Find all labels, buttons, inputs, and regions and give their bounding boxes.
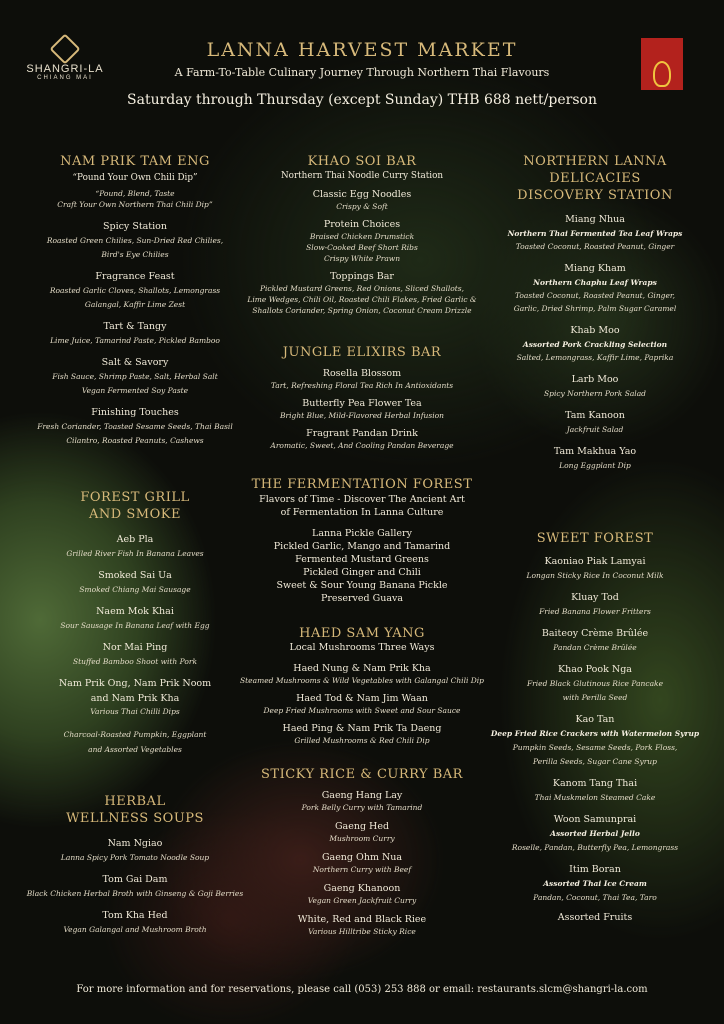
item-desc: Pumpkin Seeds, Sesame Seeds, Pork Floss, bbox=[512, 743, 678, 752]
menu-item bbox=[465, 911, 724, 924]
item-subtitle: Northern Thai Fermented Tea Leaf Wraps bbox=[507, 229, 683, 238]
item-desc: Fried Black Glutinous Rice Pancake bbox=[526, 679, 664, 688]
item-name: Kao Tan bbox=[575, 714, 615, 725]
item-desc: Lanna Spicy Pork Tomato Noodle Soup bbox=[60, 853, 210, 862]
forest-grill-section bbox=[10, 489, 260, 755]
menu-item bbox=[475, 445, 715, 471]
logo-brand: SHANGRI-LA bbox=[26, 63, 104, 75]
item-name: Tom Kha Hed bbox=[102, 910, 168, 921]
menu-item bbox=[475, 324, 715, 363]
item-desc: Longan Sticky Rice In Coconut Milk bbox=[526, 571, 664, 580]
item-desc: Aromatic, Sweet, And Cooling Pandan Beverage bbox=[270, 441, 454, 450]
menu-item bbox=[465, 777, 724, 803]
section-title: NORTHERN LANNA bbox=[523, 154, 667, 169]
logo-city: CHIANG MAI bbox=[37, 75, 93, 81]
item-name: Tom Gai Dam bbox=[102, 874, 168, 885]
item-desc: Deep Fried Mushrooms with Sweet and Sour Sauce bbox=[263, 706, 461, 715]
item-desc: Slow-Cooked Beef Short Ribs bbox=[306, 243, 418, 252]
sweet-forest-section bbox=[465, 530, 724, 924]
section-title: SWEET FOREST bbox=[536, 531, 654, 546]
item-desc: Toasted Coconut, Roasted Peanut, Ginger, bbox=[514, 291, 676, 300]
item-desc: Roasted Green Chilies, Sun-Dried Red Chilies, bbox=[46, 236, 224, 245]
item-name: Nam Prik Ong, Nam Prik Noom bbox=[58, 678, 212, 689]
fermentation-section bbox=[237, 476, 487, 605]
section-title: STICKY RICE & CURRY BAR bbox=[261, 767, 463, 782]
section-title: NAM PRIK TAM ENG bbox=[60, 154, 210, 169]
item-name: Toppings Bar bbox=[330, 271, 394, 282]
item-name: Khab Moo bbox=[570, 325, 620, 336]
item-name: Protein Choices bbox=[323, 219, 401, 230]
item-name: Classic Egg Noodles bbox=[312, 189, 412, 200]
menu-item bbox=[10, 677, 260, 717]
item-desc: Galangal, Kaffir Lime Zest bbox=[84, 300, 186, 309]
item-desc: Charcoal-Roasted Pumpkin, Eggplant bbox=[63, 730, 207, 739]
item-desc: Fish Sauce, Shrimp Paste, Salt, Herbal Salt bbox=[52, 372, 218, 381]
item-desc: Shallots Coriander, Spring Onion, Coconut Cream Drizzle bbox=[252, 306, 472, 315]
section-title: FOREST GRILL bbox=[80, 490, 190, 505]
menu-item bbox=[10, 729, 260, 755]
item-name: Tam Makhua Yao bbox=[553, 446, 637, 457]
item-desc: Bird's Eye Chilies bbox=[101, 250, 169, 259]
menu-item bbox=[237, 789, 487, 813]
item-name: Khao Pook Nga bbox=[558, 664, 632, 675]
list-item: Pickled Ginger and Chili bbox=[303, 567, 421, 578]
item-desc: Vegan Green Jackfruit Curry bbox=[307, 896, 417, 905]
item-name: Nor Mai Ping bbox=[102, 642, 168, 653]
item-name: Kluay Tod bbox=[571, 592, 619, 603]
item-desc: Lime Wedges, Chili Oil, Roasted Chili Flakes, Fried Garlic & bbox=[247, 295, 477, 304]
item-desc: Pandan Crème Brûlée bbox=[553, 643, 637, 652]
fermentation-list bbox=[237, 527, 487, 605]
item-name: Miang Kham bbox=[564, 263, 626, 274]
item-name: Gaeng Hed bbox=[334, 821, 390, 832]
herbal-soups-section bbox=[10, 793, 260, 935]
item-name: Baiteoy Crème Brûlée bbox=[541, 628, 649, 639]
list-item: Preserved Guava bbox=[320, 593, 404, 604]
list-item: Lanna Pickle Gallery bbox=[312, 528, 412, 539]
section-desc: Craft Your Own Northern Thai Chili Dip” bbox=[57, 200, 213, 209]
item-desc: Roasted Garlic Cloves, Shallots, Lemongrass bbox=[49, 286, 221, 295]
menu-item bbox=[237, 427, 487, 451]
section-title: HERBAL bbox=[104, 794, 166, 809]
item-name: Woon Samunprai bbox=[553, 814, 637, 825]
menu-item bbox=[10, 641, 260, 667]
menu-item bbox=[465, 863, 724, 903]
menu-item bbox=[10, 356, 260, 396]
menu-item bbox=[465, 555, 724, 581]
section-title: DELICACIES bbox=[549, 171, 641, 186]
item-name: Haed Ping & Nam Prik Ta Daeng bbox=[282, 723, 442, 734]
item-name: Tam Kanoon bbox=[565, 410, 625, 421]
item-name: Haed Nung & Nam Prik Kha bbox=[293, 663, 431, 674]
menu-item bbox=[475, 213, 715, 252]
section-subtitle: Local Mushrooms Three Ways bbox=[289, 642, 435, 653]
item-desc: Toasted Coconut, Roasted Peanut, Ginger bbox=[515, 242, 675, 251]
item-name: Tart & Tangy bbox=[103, 321, 167, 332]
item-desc: Jackfruit Salad bbox=[566, 425, 624, 434]
item-desc: Pork Belly Curry with Tamarind bbox=[301, 803, 423, 812]
menu-item bbox=[237, 662, 487, 686]
section-title: AND SMOKE bbox=[89, 507, 181, 522]
list-item: Fermented Mustard Greens bbox=[295, 554, 429, 565]
item-name: and Nam Prik Kha bbox=[90, 693, 180, 704]
footer-contact: For more information and for reservations, please call (053) 253 888 or email: restaurants.slcm@shangri-la.com bbox=[76, 984, 648, 995]
item-subtitle: Northern Chaphu Leaf Wraps bbox=[533, 278, 657, 287]
menu-item bbox=[10, 533, 260, 559]
item-desc: Vegan Galangal and Mushroom Broth bbox=[63, 925, 207, 934]
item-name: Haed Tod & Nam Jim Waan bbox=[296, 693, 428, 704]
menu-item bbox=[10, 320, 260, 346]
item-name: Itim Boran bbox=[569, 864, 621, 875]
item-desc: Fresh Coriander, Toasted Sesame Seeds, Thai Basil bbox=[37, 422, 233, 431]
item-desc: Pandan, Coconut, Thai Tea, Taro bbox=[533, 893, 657, 902]
item-name: Fragrant Pandan Drink bbox=[306, 428, 418, 439]
item-subtitle: Deep Fried Rice Crackers with Watermelon Syrup bbox=[490, 729, 700, 738]
nam-prik-section bbox=[10, 153, 260, 446]
menu-item bbox=[10, 837, 260, 863]
item-name: Larb Moo bbox=[571, 374, 619, 385]
menu-item bbox=[465, 627, 724, 653]
item-name: Gaeng Khanoon bbox=[323, 883, 401, 894]
menu-item bbox=[237, 851, 487, 875]
menu-item bbox=[475, 409, 715, 435]
item-desc: Crispy & Soft bbox=[336, 202, 388, 211]
item-desc: Braised Chicken Drumstick bbox=[309, 232, 415, 241]
section-title: WELLNESS SOUPS bbox=[66, 811, 204, 826]
item-desc: Vegan Fermented Soy Paste bbox=[81, 386, 189, 395]
item-name: Nam Ngiao bbox=[107, 838, 163, 849]
menu-item bbox=[237, 397, 487, 421]
item-desc: Grilled Mushrooms & Red Chili Dip bbox=[294, 736, 430, 745]
item-name: Smoked Sai Ua bbox=[98, 570, 172, 581]
menu-item bbox=[475, 262, 715, 314]
menu-item bbox=[237, 692, 487, 716]
item-subtitle: Assorted Herbal Jello bbox=[550, 829, 640, 838]
item-name: Kaoniao Piak Lamyai bbox=[544, 556, 646, 567]
jungle-elixirs-section bbox=[237, 344, 487, 451]
haed-sam-yang-section bbox=[237, 625, 487, 746]
menu-item bbox=[10, 569, 260, 595]
section-subtitle: “Pound Your Own Chili Dip” bbox=[72, 173, 198, 183]
item-desc: Various Thai Chilli Dips bbox=[90, 707, 180, 716]
list-item: Pickled Garlic, Mango and Tamarind bbox=[273, 541, 451, 552]
section-subtitle: Northern Thai Noodle Curry Station bbox=[280, 171, 444, 181]
menu-item bbox=[10, 220, 260, 260]
item-desc: Crispy White Prawn bbox=[323, 254, 401, 263]
section-title: THE FERMENTATION FOREST bbox=[251, 477, 473, 492]
list-item: Sweet & Sour Young Banana Pickle bbox=[276, 580, 448, 591]
item-desc: Steamed Mushrooms & Wild Vegetables with Galangal Chili Dip bbox=[240, 676, 484, 685]
item-name: Assorted Fruits bbox=[557, 912, 633, 923]
item-name: Rosella Blossom bbox=[322, 368, 402, 379]
menu-item bbox=[465, 813, 724, 853]
item-desc: Perilla Seeds, Sugar Cane Syrup bbox=[533, 757, 657, 766]
menu-item bbox=[465, 713, 724, 767]
item-desc: Cilantro, Roasted Peanuts, Cashews bbox=[66, 436, 204, 445]
item-desc: Spicy Northern Pork Salad bbox=[544, 389, 646, 398]
item-desc: Tart, Refreshing Floral Tea Rich In Antioxidants bbox=[270, 381, 454, 390]
item-desc: and Assorted Vegetables bbox=[88, 745, 182, 754]
item-name: Naem Mok Khai bbox=[96, 606, 174, 617]
item-desc: Smoked Chiang Mai Sausage bbox=[79, 585, 191, 594]
schedule-price: Saturday through Thursday (except Sunday) THB 688 nett/person bbox=[127, 92, 597, 108]
menu-item bbox=[10, 873, 260, 899]
item-desc: Salted, Lemongrass, Kaffir Lime, Paprika bbox=[516, 353, 674, 362]
item-desc: Long Eggplant Dip bbox=[559, 461, 631, 470]
item-desc: Northern Curry with Beef bbox=[312, 865, 412, 874]
item-desc: Pickled Mustard Greens, Red Onions, Sliced Shallots, bbox=[259, 284, 465, 293]
sticky-rice-section bbox=[237, 766, 487, 937]
menu-item bbox=[10, 406, 260, 446]
item-desc: Roselle, Pandan, Butterfly Pea, Lemongrass bbox=[511, 843, 679, 852]
menu-item bbox=[237, 820, 487, 844]
menu-item bbox=[237, 882, 487, 906]
page-title: LANNA HARVEST MARKET bbox=[206, 39, 518, 61]
item-desc: Fried Banana Flower Fritters bbox=[539, 607, 651, 616]
menu-item bbox=[237, 188, 487, 212]
item-name: Kanom Tang Thai bbox=[552, 778, 638, 789]
section-title: HAED SAM YANG bbox=[299, 626, 425, 641]
menu-item bbox=[237, 218, 487, 264]
item-name: Miang Nhua bbox=[565, 214, 625, 225]
khao-soi-section bbox=[237, 153, 487, 316]
menu-item bbox=[237, 913, 487, 937]
item-subtitle: Assorted Thai Ice Cream bbox=[543, 879, 647, 888]
item-desc: Garlic, Dried Shrimp, Palm Sugar Caramel bbox=[513, 304, 677, 313]
menu-item bbox=[10, 909, 260, 935]
item-name: Salt & Savory bbox=[101, 357, 169, 368]
item-desc: Stuffed Bamboo Shoot with Pork bbox=[72, 657, 198, 666]
page-subtitle: A Farm-To-Table Culinary Journey Through Northern Thai Flavours bbox=[174, 66, 550, 79]
item-desc: Various Hilltribe Sticky Rice bbox=[308, 927, 416, 936]
item-name: Gaeng Hang Lay bbox=[321, 790, 403, 801]
item-desc: Lime Juice, Tamarind Paste, Pickled Bamboo bbox=[50, 336, 220, 345]
section-title: JUNGLE ELIXIRS BAR bbox=[282, 345, 442, 360]
section-title: DISCOVERY STATION bbox=[517, 188, 673, 203]
menu-item bbox=[10, 270, 260, 310]
item-name: Finishing Touches bbox=[91, 407, 179, 418]
section-subtitle: of Fermentation In Lanna Culture bbox=[280, 507, 444, 518]
menu-item bbox=[465, 591, 724, 617]
item-desc: Thai Muskmelon Steamed Cake bbox=[534, 793, 656, 802]
menu-item bbox=[475, 373, 715, 399]
item-desc: Sour Sausage In Banana Leaf with Egg bbox=[60, 621, 210, 630]
item-name: White, Red and Black Riee bbox=[297, 914, 427, 925]
menu-item bbox=[237, 367, 487, 391]
menu-item bbox=[10, 605, 260, 631]
item-name: Butterfly Pea Flower Tea bbox=[302, 398, 422, 409]
item-name: Fragrance Feast bbox=[95, 271, 175, 282]
item-desc: Grilled River Fish In Banana Leaves bbox=[66, 549, 204, 558]
menu-item bbox=[465, 663, 724, 703]
item-desc: with Perilla Seed bbox=[562, 693, 628, 702]
item-desc: Bright Blue, Mild-Flavored Herbal Infusion bbox=[280, 411, 444, 420]
section-desc: “Pound, Blend, Taste bbox=[95, 189, 175, 198]
item-subtitle: Assorted Pork Crackling Selection bbox=[522, 340, 668, 349]
section-subtitle: Flavors of Time - Discover The Ancient Art bbox=[259, 494, 465, 505]
menu-item bbox=[237, 722, 487, 746]
item-name: Gaeng Ohm Nua bbox=[321, 852, 403, 863]
item-name: Aeb Pla bbox=[116, 534, 154, 545]
section-title: KHAO SOI BAR bbox=[307, 154, 417, 169]
menu-item bbox=[237, 270, 487, 316]
lanna-delicacies-section bbox=[475, 153, 715, 471]
item-name: Spicy Station bbox=[102, 221, 168, 232]
item-desc: Black Chicken Herbal Broth with Ginseng & Goji Berries bbox=[26, 889, 244, 898]
item-desc: Mushroom Curry bbox=[329, 834, 395, 843]
